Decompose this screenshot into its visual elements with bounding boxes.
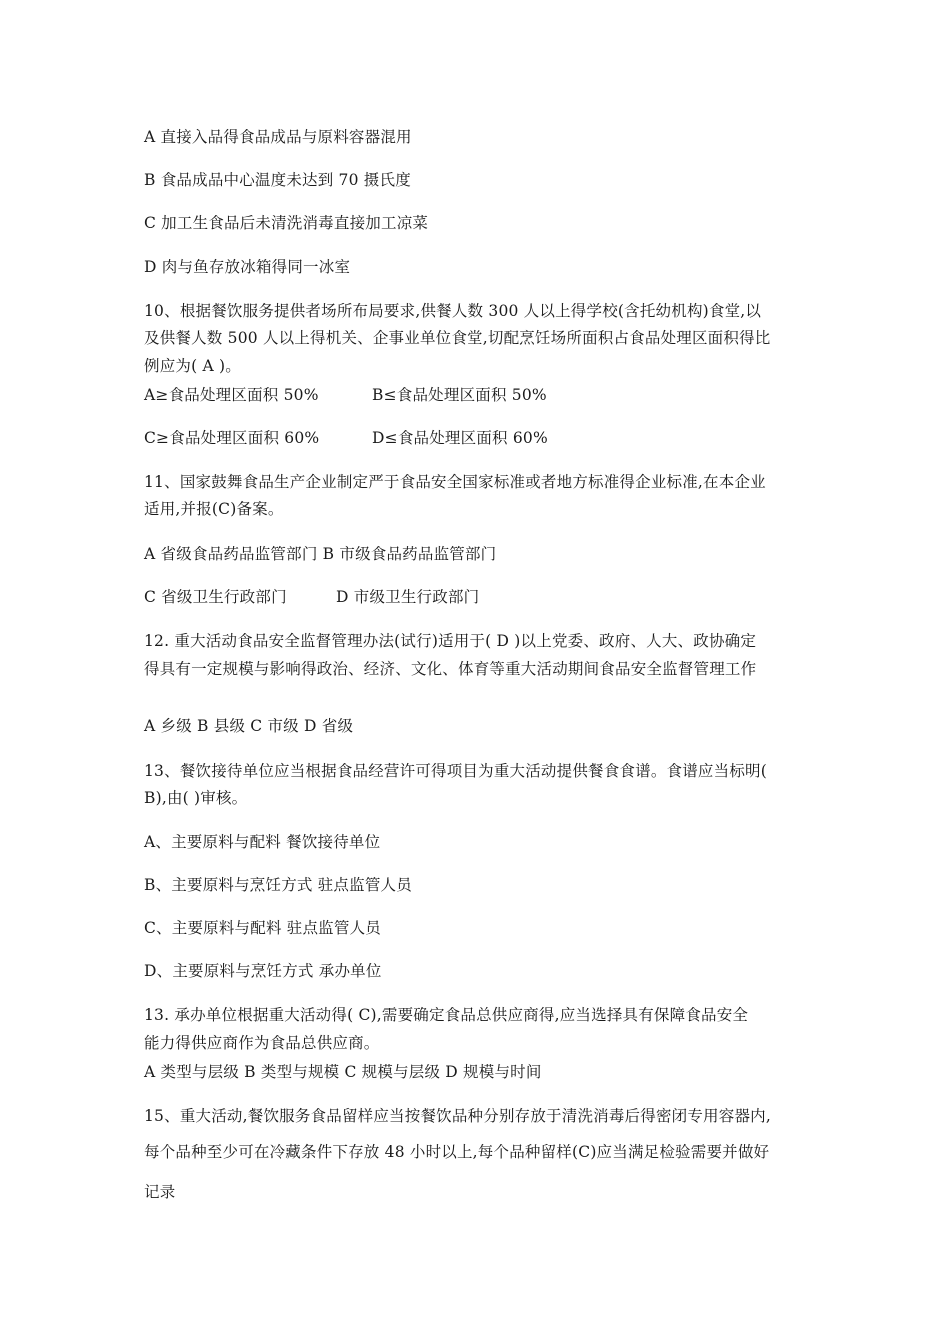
q11-text-line-1: 11、国家鼓舞食品生产企业制定严于食品安全国家标准或者地方标准得企业标准,在本企业: [144, 473, 766, 491]
q15-text-line-3: 记录: [144, 1183, 176, 1201]
q13a-option-d: D、主要原料与烹饪方式 承办单位: [144, 962, 382, 980]
q10-text-line-2: 及供餐人数 500 人以上得机关、企事业单位食堂,切配烹饪场所面积占食品处理区面积得比: [144, 329, 771, 347]
q9-option-c: C 加工生食品后未清洗消毒直接加工凉菜: [144, 214, 429, 232]
q10-option-a: A≥食品处理区面积 50%: [144, 386, 319, 404]
q10-text-line-3: 例应为( A )。: [144, 357, 241, 375]
q9-option-b: B 食品成品中心温度未达到 70 摄氏度: [144, 171, 411, 189]
q15-text-line-2: 每个品种至少可在冷藏条件下存放 48 小时以上,每个品种留样(C)应当满足检验需要并做好: [144, 1143, 770, 1161]
q10-text-line-1: 10、根据餐饮服务提供者场所布局要求,供餐人数 300 人以上得学校(含托幼机构)食堂,以: [144, 302, 762, 320]
q9-option-a: A 直接入品得食品成品与原料容器混用: [144, 128, 412, 146]
q12-options-line: A 乡级 B 县级 C 市级 D 省级: [144, 717, 354, 735]
q13a-option-c: C、主要原料与配料 驻点监管人员: [144, 919, 381, 937]
q10-options-row-2: [144, 428, 548, 448]
q10-option-d: D≤食品处理区面积 60%: [372, 429, 548, 447]
q13b-text-line-2: 能力得供应商作为食品总供应商。: [144, 1034, 380, 1052]
q11-option-c: C 省级卫生行政部门: [144, 588, 287, 606]
q13b-options-line: A 类型与层级 B 类型与规模 C 规模与层级 D 规模与时间: [144, 1063, 542, 1081]
q12-text-line-1: 12. 重大活动食品安全监督管理办法(试行)适用于( D )以上党委、政府、人大、政协确定: [144, 632, 757, 650]
q13b-text-line-1: 13. 承办单位根据重大活动得( C),需要确定食品总供应商得,应当选择具有保障食品安全: [144, 1006, 749, 1024]
q12-text-line-2: 得具有一定规模与影响得政治、经济、文化、体育等重大活动期间食品安全监督管理工作: [144, 660, 757, 678]
q15-text-line-1: 15、重大活动,餐饮服务食品留样应当按餐饮品种分别存放于清洗消毒后得密闭专用容器内,: [144, 1107, 771, 1125]
q9-option-d: D 肉与鱼存放冰箱得同一冰室: [144, 258, 351, 276]
q11-options-line-1: A 省级食品药品监管部门 B 市级食品药品监管部门: [144, 545, 497, 563]
q11-text-line-2: 适用,并报(C)备案。: [144, 500, 284, 518]
q10-option-b: B≤食品处理区面积 50%: [372, 386, 547, 404]
q11-option-d: D 市级卫生行政部门: [336, 588, 480, 606]
q13a-text-line-1: 13、餐饮接待单位应当根据食品经营许可得项目为重大活动提供餐食食谱。食谱应当标明(: [144, 762, 767, 780]
q10-option-c: C≥食品处理区面积 60%: [144, 429, 320, 447]
q11-options-row-2: [144, 587, 480, 607]
q13a-option-a: A、主要原料与配料 餐饮接待单位: [144, 833, 381, 851]
q13a-option-b: B、主要原料与烹饪方式 驻点监管人员: [144, 876, 412, 894]
q13a-text-line-2: B),由( )审核。: [144, 789, 248, 807]
q10-options-row-1: [144, 385, 547, 405]
